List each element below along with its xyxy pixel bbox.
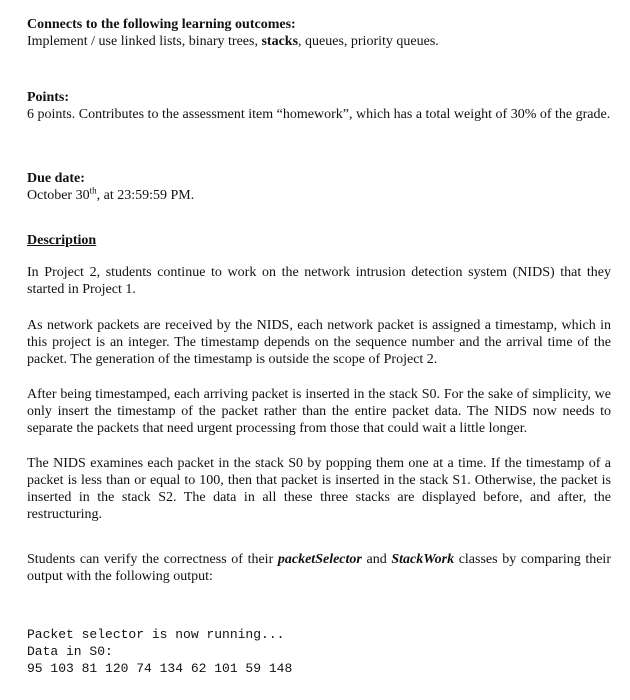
verify-text-part: and [361, 552, 392, 567]
verify-paragraph [27, 551, 611, 585]
due-date-part: , at 23:59:59 PM. [96, 188, 195, 203]
description-paragraph: After being timestamped, each arriving packet is inserted in the stack S0. For the sake of simplicity, we only insert the timestamp of the packet rather than the entire packet data. The NIDS now needs to separate the packets that need urgent processing from those that could wait a little longer. [27, 387, 611, 436]
outcomes-text-part: Implement / use linked lists, binary trees, [27, 34, 262, 49]
description-paragraph: As network packets are received by the NIDS, each network packet is assigned a timestamp, which in this project is an integer. The timestamp depends on the sequence number and the arrival time of the packet. The generation of the timestamp is outside the scope of Project 2. [27, 318, 611, 367]
output-line: 95 103 81 120 74 134 62 101 59 148 [27, 661, 293, 676]
outcomes-text-part: , queues, priority queues. [298, 34, 439, 49]
points-heading: Points: [27, 90, 69, 105]
description-paragraph: In Project 2, students continue to work on the network intrusion detection system (NIDS) that they started in Project 1. [27, 265, 611, 297]
output-line: Packet selector is now running... [27, 627, 285, 642]
due-date-heading: Due date: [27, 171, 85, 186]
sample-output [27, 626, 292, 677]
description-paragraph: The NIDS examines each packet in the stack S0 by popping them one at a time. If the timestamp of a packet is less than or equal to 100, then that packet is inserted in the stack S1. Otherwise, the packet is inserted in the stack S2. The data in all these three stacks are displayed before, and after, the restructuring. [27, 456, 611, 522]
class-name-packetselector: packetSelector [277, 552, 362, 567]
output-line: Data in S0: [27, 644, 113, 659]
due-date-section [27, 170, 194, 204]
outcomes-bold-stacks: stacks [261, 34, 299, 49]
due-date-superscript: th [89, 185, 97, 196]
due-date-part: October 30 [27, 188, 90, 203]
learning-outcomes-text [27, 33, 439, 50]
verify-text-part: Students can verify the correctness of their [27, 552, 278, 567]
learning-outcomes-section [27, 16, 439, 50]
verify-text-part: classes by comparing their output with the following output: [27, 552, 611, 584]
due-date-text [27, 187, 194, 204]
description-heading: Description [27, 233, 97, 248]
learning-outcomes-heading: Connects to the following learning outcomes: [27, 17, 296, 32]
points-text: 6 points. Contributes to the assessment item “homework”, which has a total weight of 30% of the grade. [27, 107, 611, 122]
class-name-stackwork: StackWork [391, 552, 455, 567]
points-section [27, 89, 610, 123]
